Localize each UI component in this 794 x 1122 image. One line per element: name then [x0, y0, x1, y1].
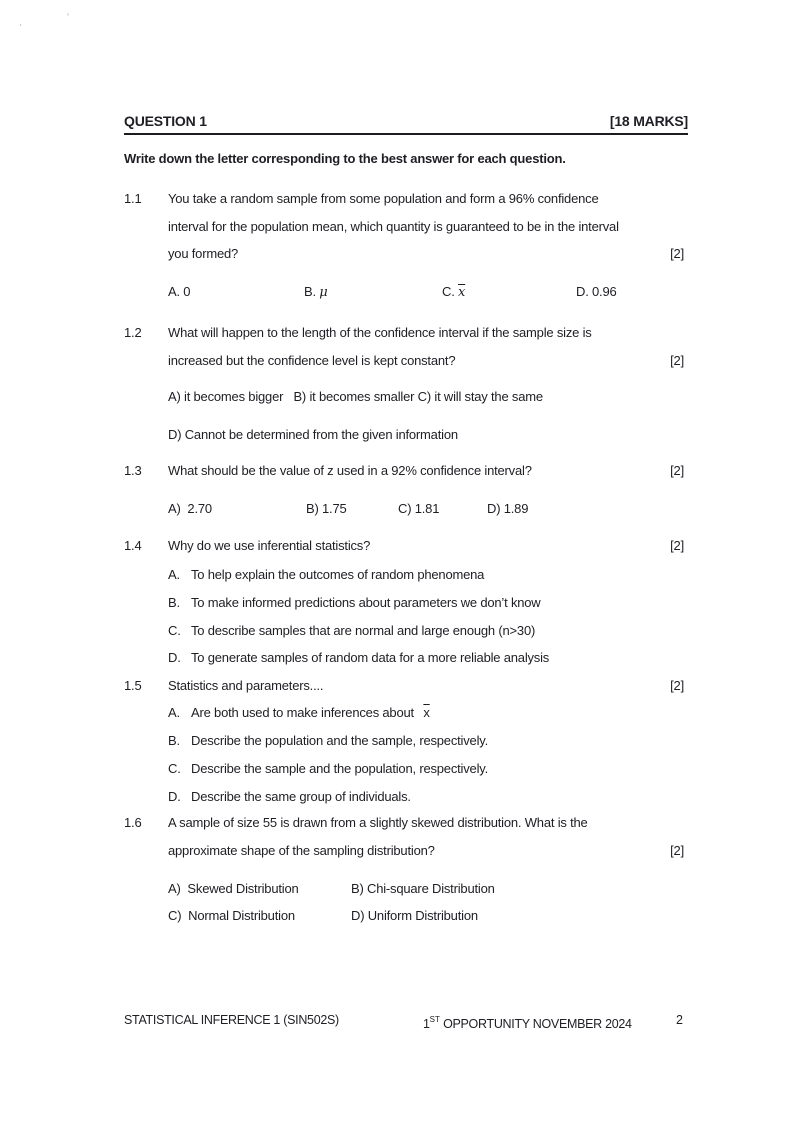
mu-symbol: μ [319, 285, 328, 300]
footer-session-number: 1 [423, 1017, 430, 1031]
option-d: To generate samples of random data for a more reliable analysis [191, 650, 550, 665]
option-a [191, 705, 430, 721]
option-label: C. [442, 284, 459, 299]
option-b: B) 1.75 [306, 501, 347, 516]
question-line: A sample of size 55 is drawn from a slightly skewed distribution. What is the [168, 815, 588, 830]
question-line: You take a random sample from some population and form a 96% confidence [168, 191, 599, 206]
scan-artifact: ’ [67, 12, 69, 22]
option-d: D) 1.89 [487, 501, 529, 516]
question-header [124, 113, 688, 135]
question-number: 1.2 [124, 325, 142, 340]
scan-artifact: ʹ [20, 23, 22, 32]
option-c: To describe samples that are normal and large enough (n>30) [191, 623, 536, 638]
option-label: C. [168, 623, 181, 638]
option-b: To make informed predictions about parameters we don’t know [191, 595, 541, 610]
footer-session-ordinal: ST [429, 1015, 440, 1024]
question-line: What will happen to the length of the confidence interval if the sample size is [168, 325, 592, 340]
marks-badge: [2] [670, 678, 684, 693]
total-marks: [18 MARKS] [609, 113, 688, 129]
question-number: 1.6 [124, 815, 142, 830]
question-title: QUESTION 1 [124, 113, 207, 129]
option-a: A. 0 [168, 284, 191, 299]
option-label: A. [168, 705, 180, 720]
marks-badge: [2] [670, 538, 684, 553]
option-text: Are both used to make inferences about [191, 705, 418, 720]
option-a: To help explain the outcomes of random phenomena [191, 567, 485, 582]
option-label: A. [168, 567, 180, 582]
instruction-text: Write down the letter corresponding to the best answer for each question. [124, 151, 566, 166]
question-line: approximate shape of the sampling distribution? [168, 843, 435, 858]
option-label: C. [168, 761, 181, 776]
marks-badge: [2] [670, 353, 684, 368]
option-d: D. 0.96 [576, 284, 617, 299]
option-label: B. [304, 284, 320, 299]
option-c: C) 1.81 [398, 501, 440, 516]
question-line: increased but the confidence level is kept constant? [168, 353, 456, 368]
option-label: D. [168, 789, 181, 804]
option-b: Describe the population and the sample, respectively. [191, 733, 489, 748]
x-bar-symbol: $\overline{x}$ [423, 705, 430, 720]
option-c: Describe the sample and the population, respectively. [191, 761, 489, 776]
question-line: Why do we use inferential statistics? [168, 538, 371, 553]
question-line: you formed? [168, 246, 239, 261]
option-b: B) Chi-square Distribution [351, 881, 495, 896]
option-a: A) 2.70 [168, 501, 212, 516]
option-label: B. [168, 733, 180, 748]
footer-course-code: STATISTICAL INFERENCE 1 (SIN502S) [124, 1013, 339, 1027]
footer-exam-session [423, 1012, 632, 1032]
option-d: D) Uniform Distribution [351, 908, 478, 923]
x-bar-symbol: $\overline{x}$ [458, 285, 466, 300]
option-label: D. [168, 650, 181, 665]
question-number: 1.4 [124, 538, 142, 553]
question-number: 1.1 [124, 191, 142, 206]
page-number: 2 [676, 1013, 683, 1027]
footer-session-rest: OPPORTUNITY NOVEMBER 2024 [439, 1017, 632, 1031]
marks-badge: [2] [670, 843, 684, 858]
question-number: 1.3 [124, 463, 142, 478]
option-c [442, 284, 465, 301]
option-d: D) Cannot be determined from the given information [168, 427, 458, 442]
marks-badge: [2] [670, 463, 684, 478]
question-line: Statistics and parameters.... [168, 678, 324, 693]
question-number: 1.5 [124, 678, 142, 693]
option-c: C) Normal Distribution [168, 908, 295, 923]
question-line: What should be the value of z used in a 92% confidence interval? [168, 463, 532, 478]
option-row: A) it becomes bigger B) it becomes smaller C) it will stay the same [168, 389, 543, 404]
option-a: A) Skewed Distribution [168, 881, 299, 896]
option-label: B. [168, 595, 180, 610]
question-line: interval for the population mean, which quantity is guaranteed to be in the interval [168, 219, 619, 234]
option-b [304, 284, 328, 301]
option-d: Describe the same group of individuals. [191, 789, 411, 804]
marks-badge: [2] [670, 246, 684, 261]
